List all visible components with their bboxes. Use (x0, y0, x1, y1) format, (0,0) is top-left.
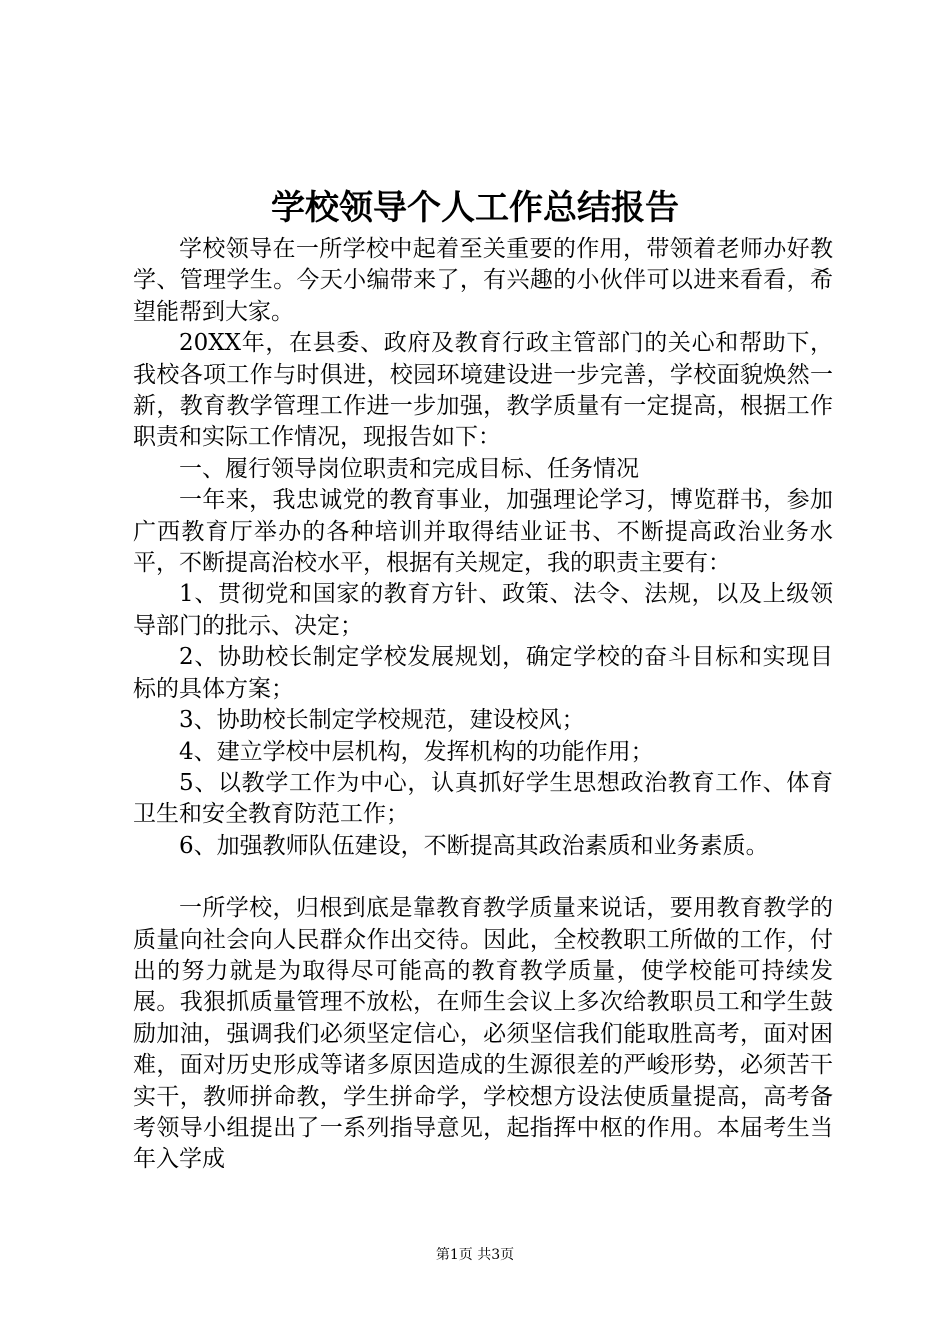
section-heading-1: 一、履行领导岗位职责和完成目标、任务情况 (179, 455, 639, 482)
paragraph-intro: 学校领导在一所学校中起着至关重要的作用，带领着老师办好教学、管理学生。今天小编带来了，有兴趣的小伙伴可以进来看看，希望能帮到大家。 (133, 236, 833, 325)
document-body (133, 234, 833, 1176)
paragraph-duties-intro: 一年来，我忠诚党的教育事业，加强理论学习，博览群书，参加广西教育厅举办的各种培训并取得结业证书、不断提高政治业务水平，不断提高治校水平，根据有关规定，我的职责主要有： (133, 487, 833, 577)
list-item-duty-6: 6、加强教师队伍建设，不断提高其政治素质和业务素质。 (179, 832, 769, 859)
document-title: 学校领导个人工作总结报告 (271, 188, 679, 228)
list-item-duty-5: 5、以教学工作为中心，认真抓好学生思想政治教育工作、体育卫生和安全教育防范工作； (133, 769, 833, 828)
paragraph-spacer (133, 862, 833, 893)
paragraph-quality: 一所学校，归根到底是靠教育教学质量来说话，要用教育教学的质量向社会向人民群众作出交待。因此，全校教职工所做的工作，付出的努力就是为取得尽可能高的教育教学质量，使学校能可持续发展。我狠抓质量管理不放松，在师生会议上多次给教职员工和学生鼓励加油，强调我们必须坚定信心，必须坚信我们能取胜高考，面对困难，面对历史形成等诸多原因造成的生源很差的严峻形势，必须苦干实干，教师拼命教，学生拼命学，学校想方设法使质量提高，高考备考领导小组提出了一系列指导意见，起指挥中枢的作用。本届考生当年入学成 (133, 895, 833, 1173)
list-item-duty-4: 4、建立学校中层机构，发挥机构的功能作用； (179, 738, 654, 765)
list-item-duty-1: 1、贯彻党和国家的教育方针、政策、法令、法规，以及上级领导部门的批示、决定； (133, 581, 833, 639)
paragraph-overview: 20XX年，在县委、政府及教育行政主管部门的关心和帮助下，我校各项工作与时俱进，校园环境建设进一步完善，学校面貌焕然一新，教育教学管理工作进一步加强，教学质量有一定提高，根据工作职责和实际工作情况，现报告如下： (133, 330, 833, 451)
list-item-duty-2: 2、协助校长制定学校发展规划，确定学校的奋斗目标和实现目标的具体方案； (133, 644, 833, 702)
page-footer: 第1页 共3页 (435, 1247, 515, 1263)
list-item-duty-3: 3、协助校长制定学校规范，建设校风； (179, 707, 585, 734)
